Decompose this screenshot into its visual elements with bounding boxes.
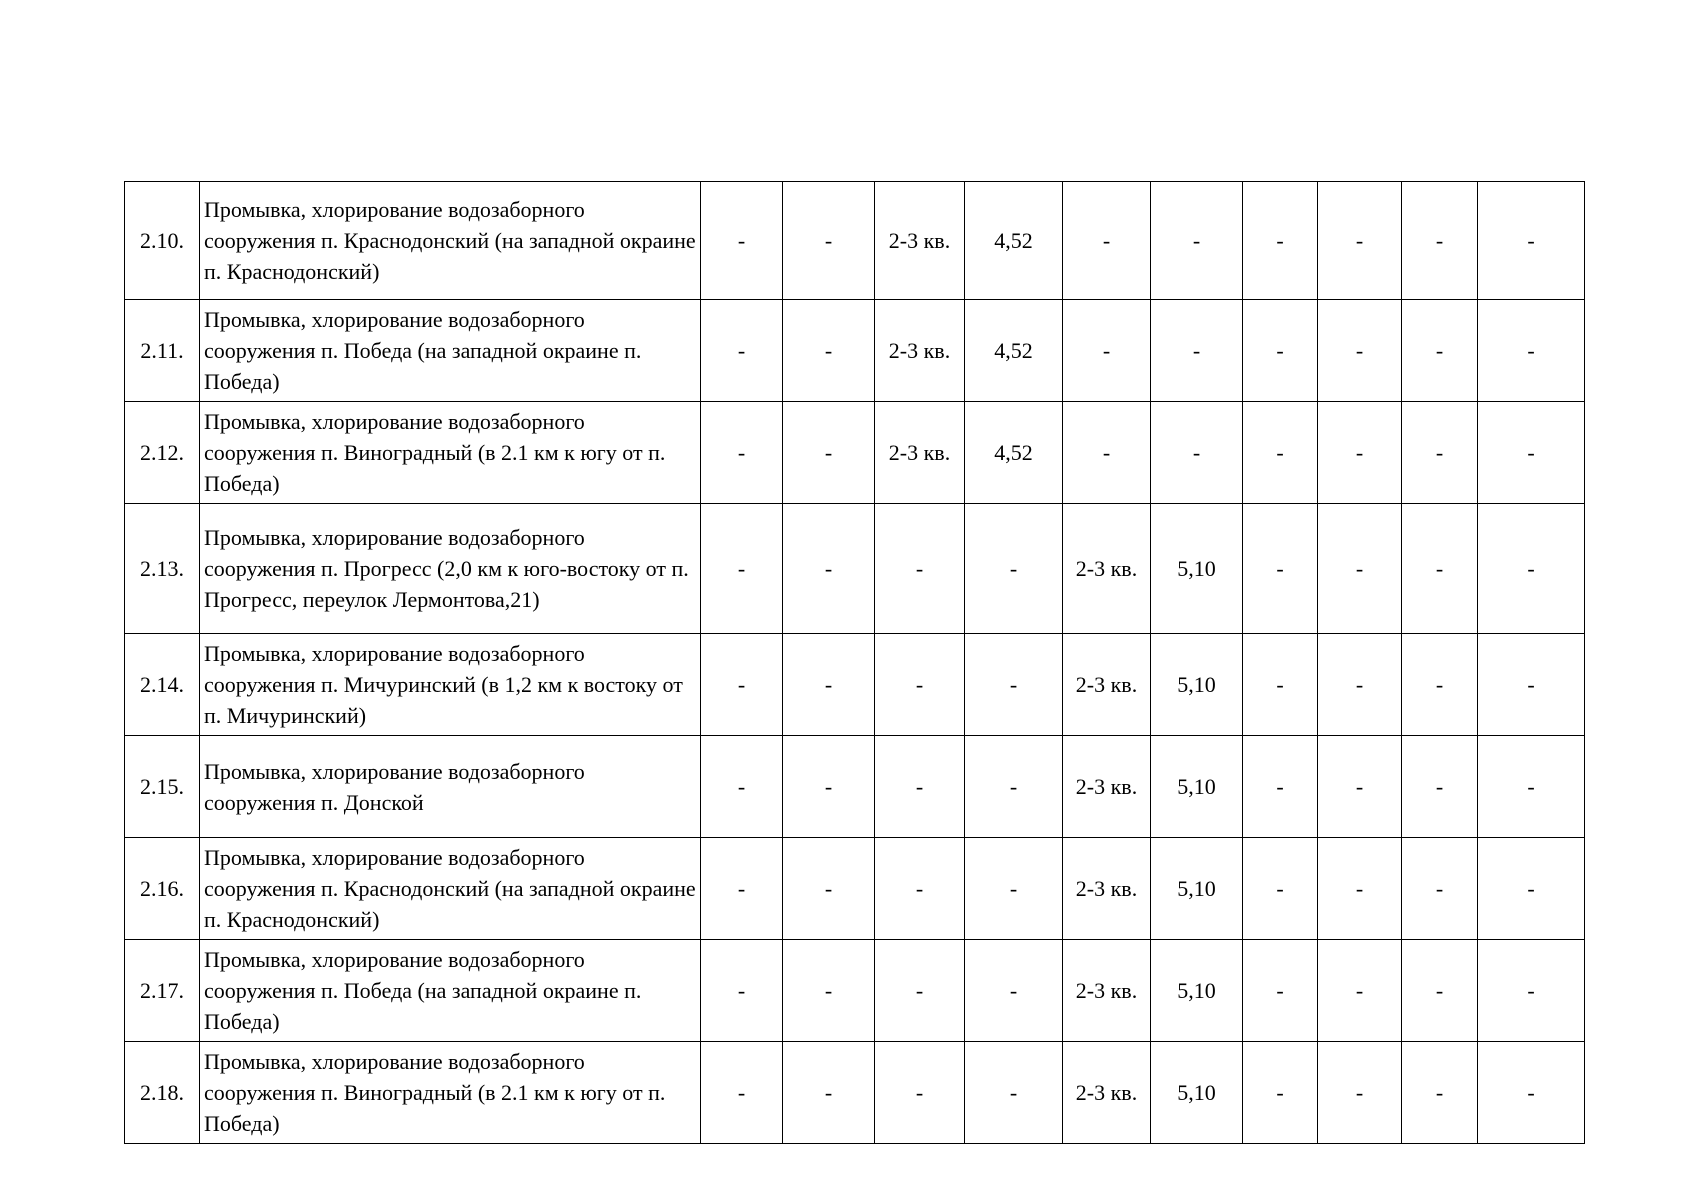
row-description: Промывка, хлорирование водозаборного сооружения п. Прогресс (2,0 км к юго-востоку от п. Прогресс, переулок Лермонтова,21) [200, 504, 701, 634]
table-cell: - [783, 736, 875, 838]
table-cell: - [1402, 300, 1478, 402]
table-cell: - [1318, 940, 1402, 1042]
table-cell: - [1478, 504, 1585, 634]
row-description: Промывка, хлорирование водозаборного сооружения п. Победа (на западной окраине п. Победа) [200, 300, 701, 402]
table-cell: - [875, 838, 965, 940]
table-row [125, 402, 1585, 504]
row-description: Промывка, хлорирование водозаборного сооружения п. Виноградный (в 2.1 км к югу от п. Победа) [200, 1042, 701, 1144]
row-number: 2.16. [125, 838, 200, 940]
table-cell: - [1318, 504, 1402, 634]
table-cell: - [701, 940, 783, 1042]
table-cell: - [701, 300, 783, 402]
table-cell: - [701, 402, 783, 504]
table-cell: - [965, 940, 1063, 1042]
table-cell: - [1402, 402, 1478, 504]
table-cell: 5,10 [1151, 838, 1243, 940]
table-cell: - [1478, 300, 1585, 402]
table-cell: - [701, 1042, 783, 1144]
table-cell: 5,10 [1151, 1042, 1243, 1144]
table-cell: - [1243, 402, 1318, 504]
row-description: Промывка, хлорирование водозаборного сооружения п. Донской [200, 736, 701, 838]
table-cell: - [701, 504, 783, 634]
table-cell: - [1151, 402, 1243, 504]
row-description: Промывка, хлорирование водозаборного сооружения п. Победа (на западной окраине п. Победа) [200, 940, 701, 1042]
table-cell: - [1402, 182, 1478, 300]
table-cell: - [1063, 300, 1151, 402]
table-cell: 2-3 кв. [1063, 940, 1151, 1042]
table-row [125, 940, 1585, 1042]
table-cell: - [1243, 634, 1318, 736]
table-cell: - [1478, 634, 1585, 736]
table-cell: - [783, 634, 875, 736]
row-description: Промывка, хлорирование водозаборного сооружения п. Мичуринский (в 1,2 км к востоку от п. Мичуринский) [200, 634, 701, 736]
table-row [125, 1042, 1585, 1144]
table-cell: - [783, 504, 875, 634]
row-description: Промывка, хлорирование водозаборного сооружения п. Краснодонский (на западной окраине п. Краснодонский) [200, 182, 701, 300]
row-number: 2.12. [125, 402, 200, 504]
table-cell: - [965, 504, 1063, 634]
table-row [125, 634, 1585, 736]
table-cell: - [1243, 736, 1318, 838]
table-cell: - [1402, 838, 1478, 940]
table-cell: - [1318, 1042, 1402, 1144]
table-cell: - [783, 402, 875, 504]
table-cell: - [783, 940, 875, 1042]
table-body [125, 182, 1585, 1144]
table-cell: - [875, 504, 965, 634]
table-cell: 4,52 [965, 182, 1063, 300]
table-cell: - [1318, 736, 1402, 838]
row-number: 2.10. [125, 182, 200, 300]
row-number: 2.18. [125, 1042, 200, 1144]
table-cell: - [701, 634, 783, 736]
table-cell: 2-3 кв. [1063, 634, 1151, 736]
table-cell: - [875, 634, 965, 736]
row-description: Промывка, хлорирование водозаборного сооружения п. Краснодонский (на западной окраине п. Краснодонский) [200, 838, 701, 940]
table-cell: 5,10 [1151, 736, 1243, 838]
table-cell: 2-3 кв. [875, 182, 965, 300]
table-cell: 5,10 [1151, 940, 1243, 1042]
row-number: 2.14. [125, 634, 200, 736]
table-cell: - [1478, 1042, 1585, 1144]
table-cell: - [1318, 182, 1402, 300]
table-cell: 2-3 кв. [875, 300, 965, 402]
table-cell: - [1318, 300, 1402, 402]
row-number: 2.17. [125, 940, 200, 1042]
table-cell: 4,52 [965, 402, 1063, 504]
table-cell: - [1243, 182, 1318, 300]
table-cell: - [783, 1042, 875, 1144]
table-cell: - [875, 1042, 965, 1144]
table-cell: - [1243, 504, 1318, 634]
table-cell: - [783, 300, 875, 402]
table-cell: - [1151, 300, 1243, 402]
table-cell: - [1318, 838, 1402, 940]
table-cell: 2-3 кв. [1063, 1042, 1151, 1144]
table-cell: 5,10 [1151, 504, 1243, 634]
table-cell: - [875, 940, 965, 1042]
table-cell: - [1402, 1042, 1478, 1144]
table-cell: - [1478, 736, 1585, 838]
table-cell: - [701, 736, 783, 838]
table-cell: - [783, 182, 875, 300]
table-cell: - [965, 736, 1063, 838]
table-cell: 5,10 [1151, 634, 1243, 736]
table-row [125, 736, 1585, 838]
table-cell: - [965, 634, 1063, 736]
table-cell: - [1402, 504, 1478, 634]
table-cell: - [1478, 940, 1585, 1042]
row-number: 2.15. [125, 736, 200, 838]
row-number: 2.13. [125, 504, 200, 634]
table-cell: 2-3 кв. [1063, 838, 1151, 940]
table-cell: - [1063, 182, 1151, 300]
table-cell: 2-3 кв. [1063, 736, 1151, 838]
table-cell: - [875, 736, 965, 838]
table-row [125, 182, 1585, 300]
table-cell: - [701, 838, 783, 940]
table-cell: - [1478, 182, 1585, 300]
table-row [125, 504, 1585, 634]
row-description: Промывка, хлорирование водозаборного сооружения п. Виноградный (в 2.1 км к югу от п. Победа) [200, 402, 701, 504]
table-cell: - [1318, 634, 1402, 736]
table-row [125, 300, 1585, 402]
table-cell: - [965, 838, 1063, 940]
table-cell: - [1478, 838, 1585, 940]
row-number: 2.11. [125, 300, 200, 402]
table-cell: - [1151, 182, 1243, 300]
table-cell: 4,52 [965, 300, 1063, 402]
table-cell: - [1243, 838, 1318, 940]
table-cell: - [1478, 402, 1585, 504]
table-cell: - [1243, 940, 1318, 1042]
table-cell: - [1402, 736, 1478, 838]
table-cell: - [701, 182, 783, 300]
table-cell: - [1402, 634, 1478, 736]
table-cell: - [1402, 940, 1478, 1042]
table-cell: - [965, 1042, 1063, 1144]
table-cell: - [783, 838, 875, 940]
table-row [125, 838, 1585, 940]
table-cell: 2-3 кв. [1063, 504, 1151, 634]
table-cell: - [1063, 402, 1151, 504]
works-table [124, 181, 1585, 1144]
table-cell: - [1243, 300, 1318, 402]
table-cell: - [1318, 402, 1402, 504]
table-cell: - [1243, 1042, 1318, 1144]
table-cell: 2-3 кв. [875, 402, 965, 504]
